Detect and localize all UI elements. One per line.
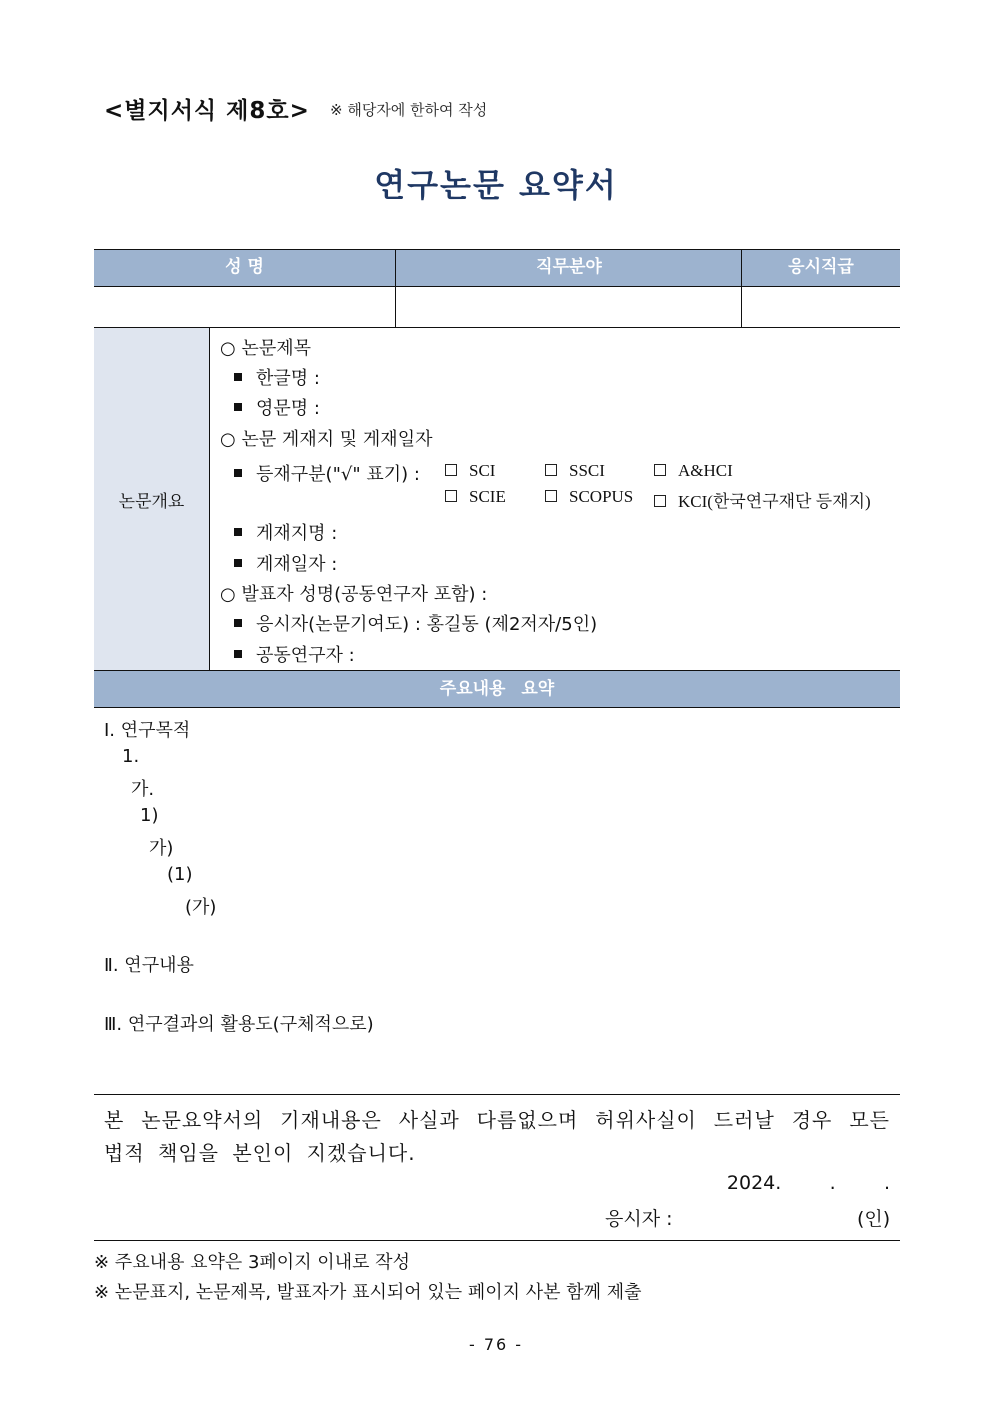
applicant-signature-label: 응시자 :	[605, 1208, 673, 1230]
table-border-top	[94, 249, 900, 250]
pledge-text: 본 논문요약서의 기재내용은 사실과 다름없으며 허위사실이 드러날 경우 모든 법적 책임을 본인이 지겠습니다.	[104, 1108, 890, 1165]
english-title-label: 영문명 :	[256, 398, 320, 419]
outline-level-3: 1)	[140, 805, 159, 826]
table-header-row	[94, 249, 900, 286]
journal-section-heading: ○ 논문 게재지 및 게재일자	[220, 429, 433, 450]
bullet-icon	[234, 650, 242, 658]
presenter-heading: ○ 발표자 성명(공동연구자 포함) :	[220, 584, 488, 605]
category-label: 등재구분("√" 표기) :	[256, 464, 420, 485]
seal-mark: (인)	[857, 1208, 891, 1230]
checkbox-kci[interactable]: KCI(한국연구재단 등재지)	[654, 487, 871, 512]
overview-divider	[209, 327, 210, 671]
checkbox-icon	[654, 495, 666, 507]
position-cell[interactable]	[742, 287, 900, 327]
header-field: 직무분야	[536, 257, 602, 277]
checkbox-icon	[545, 490, 557, 502]
bullet-icon	[234, 373, 242, 381]
bullet-icon	[234, 469, 242, 477]
checkbox-ahci[interactable]: A&HCI	[654, 461, 733, 481]
outline-level-1: 1.	[122, 746, 140, 767]
header-name: 성 명	[225, 257, 264, 277]
publish-date-label: 게재일자 :	[256, 554, 338, 575]
outline-level-2: 가.	[131, 779, 155, 800]
korean-title-label: 한글명 :	[256, 368, 320, 389]
form-number: <별지서식 제8호>	[104, 98, 310, 124]
outline-level-4: 가)	[149, 838, 174, 859]
bullet-icon	[234, 528, 242, 536]
checkbox-scie[interactable]: SCIE	[445, 487, 506, 507]
bullet-icon	[234, 403, 242, 411]
pledge-border-top	[94, 1094, 900, 1095]
field-cell[interactable]	[396, 287, 741, 327]
header-position: 응시직급	[788, 257, 854, 277]
summary-bar: 주요내용 요약	[94, 671, 900, 707]
publish-date-row	[234, 550, 337, 576]
section-purpose: Ⅰ. 연구목적	[104, 720, 191, 741]
english-title-row	[234, 394, 320, 420]
name-cell[interactable]	[94, 287, 395, 327]
outline-level-6: (가)	[185, 897, 217, 918]
footnote: ※ 주요내용 요약은 3페이지 이내로 작성	[94, 1252, 410, 1273]
checkbox-sci[interactable]: SCI	[445, 461, 495, 481]
overview-label: 논문개요	[118, 492, 185, 512]
page-number: - 76 -	[468, 1335, 524, 1354]
applicant-row	[234, 610, 597, 636]
co-researcher-label: 공동연구자 :	[256, 645, 355, 666]
section-usage: Ⅲ. 연구결과의 활용도(구체적으로)	[104, 1014, 374, 1035]
table-divider	[94, 327, 900, 328]
korean-title-row	[234, 364, 320, 390]
checkbox-scopus[interactable]: SCOPUS	[545, 487, 633, 507]
pledge-border-bottom	[94, 1240, 900, 1241]
pledge-date: 2024. . .	[726, 1172, 890, 1194]
section-content: Ⅱ. 연구내용	[104, 955, 194, 976]
journal-name-row	[234, 519, 337, 545]
category-row	[234, 460, 420, 486]
checkbox-icon	[654, 464, 666, 476]
journal-name-label: 게재지명 :	[256, 523, 338, 544]
checkbox-ssci[interactable]: SSCI	[545, 461, 605, 481]
table-border-bottom	[94, 707, 900, 708]
footnote: ※ 논문표지, 논문제목, 발표자가 표시되어 있는 페이지 사본 함께 제출	[94, 1282, 642, 1303]
bullet-icon	[234, 559, 242, 567]
co-researcher-row	[234, 641, 355, 667]
checkbox-icon	[545, 464, 557, 476]
page-title: 연구논문 요약서	[374, 166, 618, 204]
checkbox-icon	[445, 490, 457, 502]
outline-level-5: (1)	[167, 864, 193, 885]
checkbox-icon	[445, 464, 457, 476]
paper-title-heading: ○ 논문제목	[220, 338, 311, 359]
form-note: ※ 해당자에 한하여 작성	[330, 101, 488, 119]
bullet-icon	[234, 619, 242, 627]
applicant-contribution: 응시자(논문기여도) : 홍길동 (제2저자/5인)	[256, 614, 598, 635]
